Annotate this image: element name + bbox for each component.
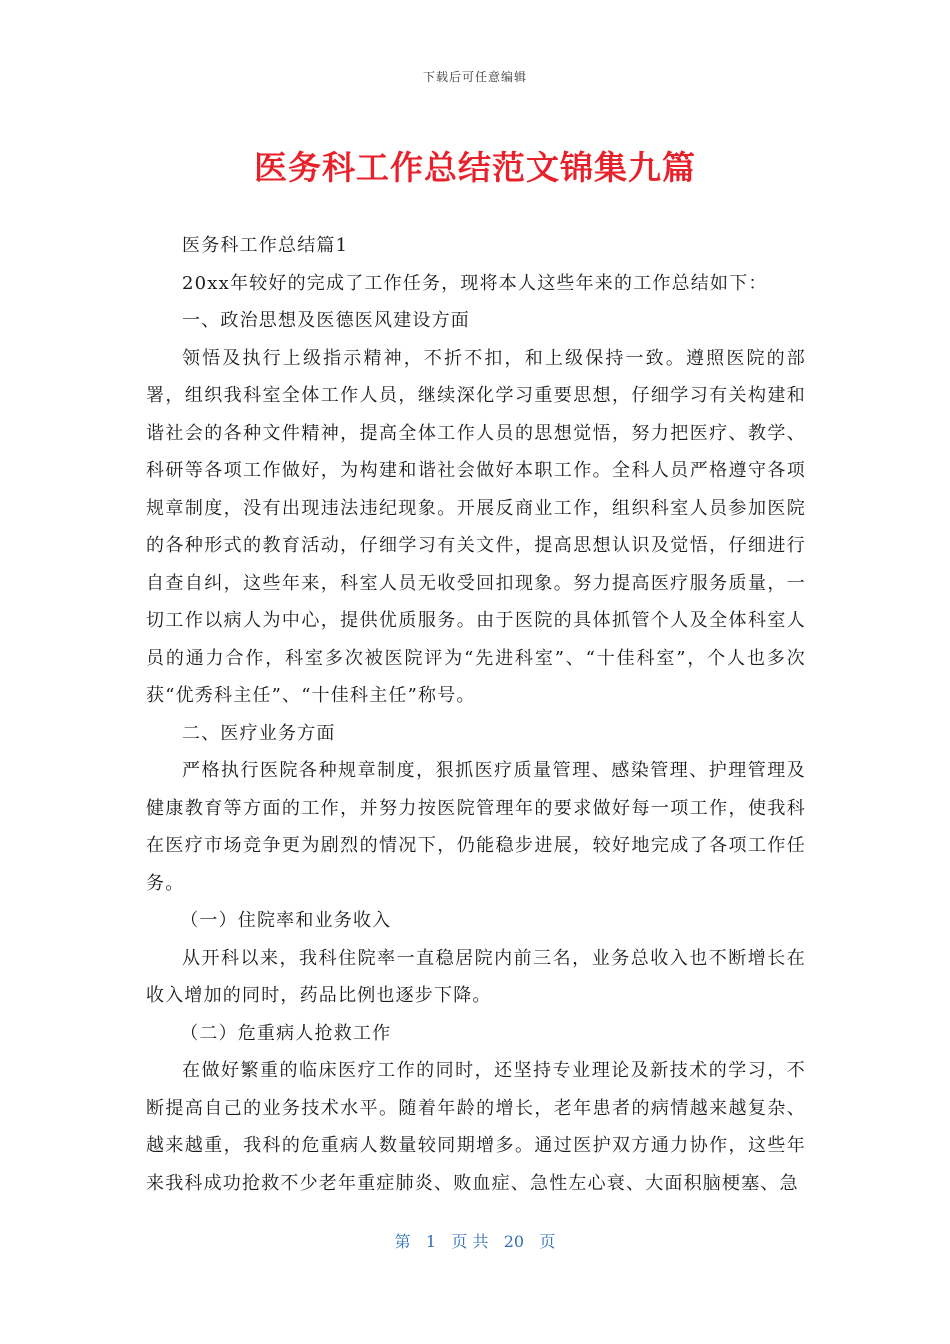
footer-prefix: 第 <box>394 1232 411 1251</box>
body-paragraph: 从开科以来，我科住院率一直稳居院内前三名，业务总收入也不断增长在收入增加的同时，药品比例也逐步下降。 <box>146 947 806 1006</box>
body-paragraph: 严格执行医院各种规章制度，狠抓医疗质量管理、感染管理、护理管理及健康教育等方面的工作，并努力按医院管理年的要求做好每一项工作，使我科在医疗市场竞争更为剧烈的情况下，仍能稳步进展，较好地完成了各项工作任务。 <box>146 760 806 894</box>
footer-total-pages: 20 <box>503 1232 525 1251</box>
page-footer <box>0 1229 950 1252</box>
section-heading: 一、政治思想及医德医风建设方面 <box>182 310 470 331</box>
document-body <box>146 227 806 1202</box>
subsection-heading: （二）危重病人抢救工作 <box>180 1022 392 1044</box>
document-title: 医务科工作总结范文锦集九篇 <box>254 148 696 187</box>
body-paragraph: 在做好繁重的临床医疗工作的同时，还坚持专业理论及新技术的学习，不断提高自己的业务技术水平。随着年龄的增长，老年患者的病情越来越复杂、越来越重，我科的危重病人数量较同期增多。通过医护双方通力协作，这些年来我科成功抢救不少老年重症肺炎、败血症、急性左心衰、大面积脑梗塞、急 <box>146 1060 806 1194</box>
body-paragraph: 领悟及执行上级指示精神，不折不扣，和上级保持一致。遵照医院的部署，组织我科室全体工作人员，继续深化学习重要思想，仔细学习有关构建和谐社会的各种文件精神，提高全体工作人员的思想觉悟，努力把医疗、教学、科研等各项工作做好，为构建和谐社会做好本职工作。全科人员严格遵守各项规章制度，没有出现违法违纪现象。开展反商业工作，组织科室人员参加医院的各种形式的教育活动，仔细学习有关文件，提高思想认识及觉悟，仔细进行自查自纠，这些年来，科室人员无收受回扣现象。努力提高医疗服务质量，一切工作以病人为中心，提供优质服务。由于医院的具体抓管个人及全体科室人员的通力合作，科室多次被医院评为“先进科室”、“十佳科室”，个人也多次获“优秀科主任”、“十佳科主任”称号。 <box>146 347 806 706</box>
footer-mid: 页 共 <box>451 1232 489 1251</box>
header-note: 下载后可任意编辑 <box>422 70 527 84</box>
footer-page-number: 1 <box>425 1232 437 1251</box>
section-heading: 医务科工作总结篇1 <box>182 235 349 256</box>
subsection-heading: （一）住院率和业务收入 <box>180 910 392 931</box>
intro-paragraph: 20xx年较好的完成了工作任务，现将本人这些年来的工作总结如下： <box>182 272 768 294</box>
footer-suffix: 页 <box>539 1232 556 1251</box>
section-heading: 二、医疗业务方面 <box>182 722 336 744</box>
